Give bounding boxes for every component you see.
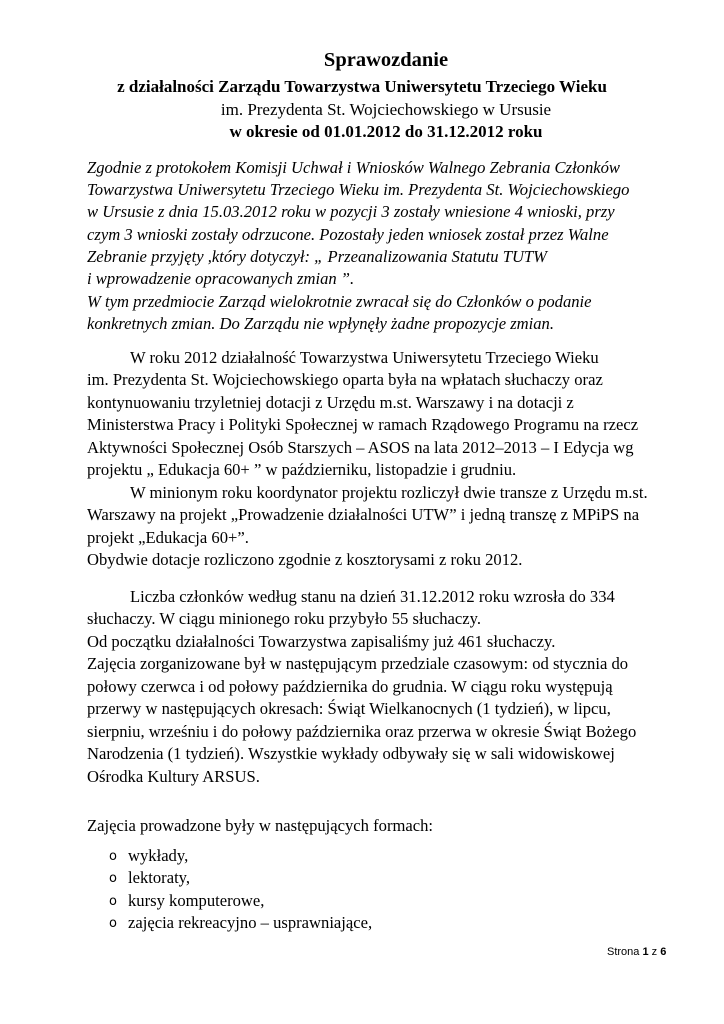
funding-line: Warszawy na projekt „Prowadzenie działalności UTW” i jedną transzę z MPiPS na bbox=[87, 505, 640, 524]
subtitle-patron: im. Prezydenta St. Wojciechowskiego w Ursusie bbox=[220, 100, 552, 119]
bullet-icon: o bbox=[109, 849, 117, 864]
funding-line: projekt „Edukacja 60+”. bbox=[87, 528, 249, 547]
funding-line: Obydwie dotacje rozliczono zgodnie z kosztorysami z roku 2012. bbox=[87, 550, 523, 569]
members-line: sierpniu, wrześniu i do połowy października oraz przerwa w okresie Świąt Bożego bbox=[87, 722, 637, 741]
intro-line: W tym przedmiocie Zarząd wielokrotnie zwracał się do Członków o podanie bbox=[87, 292, 592, 311]
subtitle-organization: z działalności Zarządu Towarzystwa Uniwersytetu Trzeciego Wieku bbox=[117, 77, 607, 96]
page-current: 1 bbox=[642, 946, 649, 958]
list-item-text: wykłady, bbox=[128, 846, 189, 865]
members-line: słuchaczy. W ciągu minionego roku przybyło 55 słuchaczy. bbox=[87, 609, 481, 628]
funding-line: kontynuowaniu trzyletniej dotacji z Urzędu m.st. Warszawy i na dotacji z bbox=[87, 393, 574, 412]
page-number bbox=[607, 946, 666, 958]
funding-line: im. Prezydenta St. Wojciechowskiego oparta była na wpłatach słuchaczy oraz bbox=[87, 370, 603, 389]
list-item-text: lektoraty, bbox=[128, 868, 191, 887]
funding-line: Aktywności Społecznej Osób Starszych – ASOS na lata 2012–2013 – I Edycja wg bbox=[87, 438, 634, 457]
funding-line: Ministerstwa Pracy i Polityki Społecznej w ramach Rządowego Programu na rzecz bbox=[87, 415, 639, 434]
document-title: Sprawozdanie bbox=[323, 49, 449, 71]
intro-line: czym 3 wnioski zostały odrzucone. Pozostały jeden wniosek został przez Walne bbox=[87, 225, 609, 244]
intro-line: Towarzystwa Uniwersytetu Trzeciego Wieku im. Prezydenta St. Wojciechowskiego bbox=[87, 180, 630, 199]
bullet-icon: o bbox=[109, 916, 117, 931]
intro-line: konkretnych zmian. Do Zarządu nie wpłynęły żadne propozycje zmian. bbox=[87, 314, 555, 333]
members-line: połowy czerwca i od połowy października do grudnia. W ciągu roku występują bbox=[87, 677, 613, 696]
members-line: Ośrodka Kultury ARSUS. bbox=[87, 767, 260, 786]
subtitle-period: w okresie od 01.01.2012 do 31.12.2012 roku bbox=[229, 122, 543, 141]
forms-intro-text: Zajęcia prowadzone były w następujących formach: bbox=[87, 816, 434, 835]
members-line: Zajęcia zorganizowane był w następującym przedziale czasowym: od stycznia do bbox=[87, 654, 629, 673]
funding-line: W minionym roku koordynator projektu rozliczył dwie transze z Urzędu m.st. bbox=[130, 483, 648, 502]
page-total: 6 bbox=[660, 946, 667, 958]
intro-line: w Ursusie z dnia 15.03.2012 roku w pozycji 3 zostały wniesione 4 wnioski, przy bbox=[87, 202, 615, 221]
list-item-text: kursy komputerowe, bbox=[128, 891, 265, 910]
bullet-icon: o bbox=[109, 871, 117, 886]
funding-line: W roku 2012 działalność Towarzystwa Uniwersytetu Trzeciego Wieku bbox=[130, 348, 599, 367]
page-label: Strona bbox=[607, 946, 640, 958]
members-line: Od początku działalności Towarzystwa zapisaliśmy już 461 słuchaczy. bbox=[87, 632, 556, 651]
members-line: Liczba członków według stanu na dzień 31.12.2012 roku wzrosła do 334 bbox=[130, 587, 615, 606]
bullet-icon: o bbox=[109, 894, 117, 909]
intro-line: i wprowadzenie opracowanych zmian ”. bbox=[87, 269, 355, 288]
intro-line: Zgodnie z protokołem Komisji Uchwał i Wniosków Walnego Zebrania Członków bbox=[87, 158, 621, 177]
page-sep: z bbox=[651, 946, 658, 958]
members-line: Narodzenia (1 tydzień). Wszystkie wykłady odbywały się w sali widowiskowej bbox=[87, 744, 615, 763]
funding-line: projektu „ Edukacja 60+ ” w październiku, listopadzie i grudniu. bbox=[87, 460, 517, 479]
list-item-text: zajęcia rekreacyjno – usprawniające, bbox=[128, 913, 373, 932]
members-line: przerwy w następujących okresach: Świąt Wielkanocnych (1 tydzień), w lipcu, bbox=[87, 699, 611, 718]
intro-line: Zebranie przyjęty ,który dotyczył: „ Przeanalizowania Statutu TUTW bbox=[87, 247, 547, 266]
